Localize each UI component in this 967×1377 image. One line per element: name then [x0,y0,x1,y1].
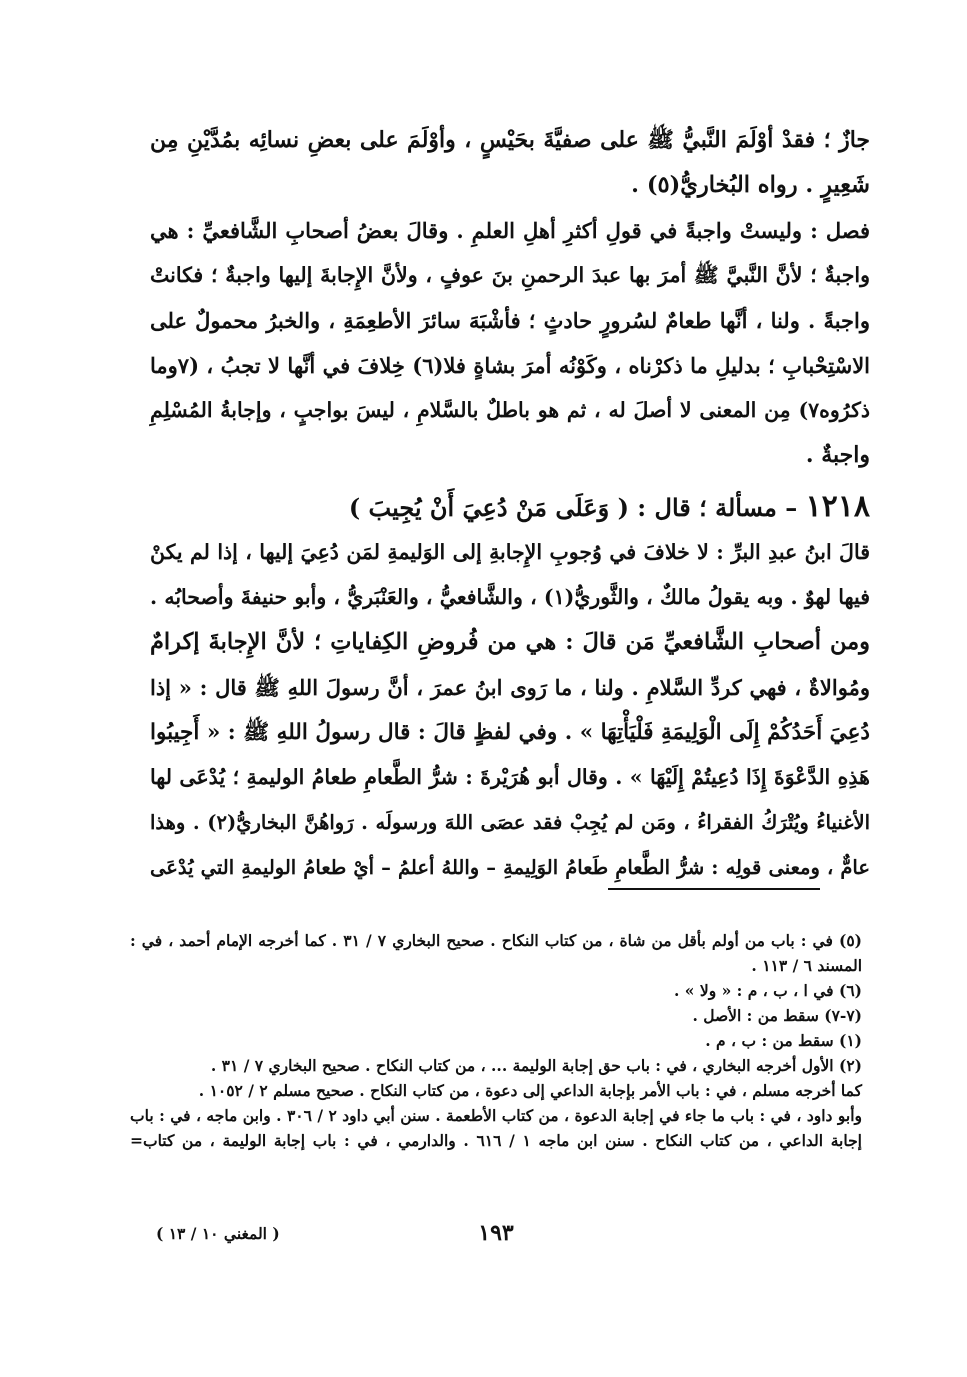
text-line: واجبةً . ولنا ، أنَّها طعامٌ لسُرورٍ حادثٍ ؛ فأشْبَهَ سائرَ الأطعِمَةِ ، والخبرُ محمولٌ على [150,308,870,333]
text-line: الأغنياءُ ويُتْرَكُ الفقراءُ ، ومَن لم يُجِبْ فقد عصَى اللهَ ورسولَه . رَواهُنَّ البخاريُّ(٢) . وهذا [150,811,870,834]
paragraph-3 [150,530,870,890]
footnote-line: المسند ٦ / ١١٣ . [751,956,862,975]
footnote-line: (٦) في ا ، ب ، م : « ولا » . [673,981,862,1000]
text-line: عامٌّ ، ومعنى قولِه : شرُّ الطَّعامِ طَعامُ الوَلِيمةِ – واللهُ أعلمُ – أيْ طعامُ الوليمةِ التي يُدْعَى [150,856,870,879]
text-line: ومن أصحابِ الشَّافعيِّ مَن قالَ : هي من فُروضِ الكِفاياتِ ؛ لأنَّ الإِجابةَ إكرامٌ [150,629,870,655]
text-line: فيها لهوٌ . وبه يقولُ مالكٌ ، والثَّوريُّ(١) ، والشَّافعيُّ ، والعَنْبَريُّ ، وأبو حنيفةَ وأصحابُه . [150,585,870,609]
footnote-divider [608,888,820,890]
page-number: ١٩٣ [478,1220,514,1246]
main-text [150,118,870,890]
text-line: جازٌ ؛ فقدْ أوْلَمَ النَّبيُّ ﷺ على صفيَّةَ بحَيْسٍ ، وأوْلَمَ على بعضِ نسائِه بمُدَّيْنِ مِن [150,127,870,153]
text-line: واجبةٌ ؛ لأنَّ النَّبيَّ ﷺ أمرَ بها عبدَ الرحمنِ بنَ عوفٍ ، ولأنَّ الإِجابةَ إليها واجبةٌ ؛ فكانتْ [150,263,870,287]
text-line: واجبةٌ . [805,442,870,468]
footnote-line: (٢) الأول أخرجه البخاري ، في : باب حق إجابة الوليمة ... ، من كتاب النكاح . صحيح البخاري ٧ / ٣١ . [210,1056,862,1075]
footnote-line: كما أخرجه مسلم ، في : باب الأمر بإجابة الداعي إلى دعوة ، من كتاب النكاح . صحيح مسلم ٢ / ١٠٥٢ . [198,1081,862,1100]
section-number: ١٢١٨ [805,489,870,524]
footnote-line: إجابة الداعي ، من كتاب النكاح . سنن ابن ماجه ١ / ٦١٦ . والدارمي ، في : باب إجابة الوليمة ، من كتاب= [130,1131,862,1150]
text-line: قالَ ابنُ عبدِ البرِّ : لا خلافَ في وُجوبِ الإِجابةِ إلى الوَليمةِ لمَن دُعِيَ إليها ، إذا لم يكنْ [150,540,870,564]
section-title: – مسألة ؛ قال : ( وَعَلَى مَنْ دُعِيَ أَنْ يُجِيبَ ) [348,493,798,522]
paragraph-2 [150,208,870,478]
text-line: ومُوالاةٌ ، فهي كردِّ السَّلامِ . ولنا ، ما رَوى ابنُ عمرَ ، أنَّ رسولَ اللهِ ﷺ قال : « إذا [150,675,870,700]
page-footer [130,1220,862,1250]
footnote-line: (١) سقط من : ب ، م . [705,1031,862,1050]
footnote-line: (٧-٧) سقط من : الأصل . [692,1006,862,1025]
text-line: شَعِيرٍ . رواه البُخاريُّ(٥) . [631,172,870,198]
paragraph-1 [150,118,870,208]
footnote-line: (٥) في : باب من أولم بأقل من شاة ، من كتاب النكاح . صحيح البخاري ٧ / ٣١ . كما أخرجه الإمام أحمد ، في : [130,931,862,950]
footnotes [130,928,862,1153]
footnote-line: وأبو داود ، في : باب ما جاء في إجابة الدعوة ، من كتاب الأطعمة . سنن أبي داود ٢ / ٣٠٦ . وابن ماجه ، في : باب [130,1106,862,1125]
volume-signature: ( المغني ١٠ / ١٣ ) [156,1224,280,1243]
text-line: فصل : وليستْ واجبةً في قولِ أكثرِ أهلِ العلمِ . وقالَ بعضُ أصحابِ الشَّافعيِّ : هي [150,218,870,243]
text-line: الاسْتِحْبابِ ؛ بدليلِ ما ذكرْناه ، وكَوْنُه أمرَ بشاةٍ فلا(٦) خِلافَ في أنَّها لا تجبُ ، (٧وما [150,353,871,378]
text-line: دُعِيَ أَحَدُكُمْ إِلَى الْوَلِيمَةِ فَلْيَأْتِهَا » . وفي لفظٍ قالَ : قال رسولُ اللهِ ﷺ : « أَجِيبُوا [150,720,870,745]
text-line: ذكرُوه٧) مِن المعنى لا أصلَ له ، ثم هو باطلٌ بالسَّلامِ ، ليسَ بواجبٍ ، وإجابةُ المُسْلِمِ [150,398,870,422]
text-line: هَذِهِ الدَّعْوَةَ إِذَا دُعِيتُمْ إِلَيْهَا » . وقال أبو هُرَيْرةَ : شرُّ الطَّعامِ طعامُ الوليمةِ ؛ يُدْعَى لها [150,765,870,789]
section-heading [150,484,870,530]
